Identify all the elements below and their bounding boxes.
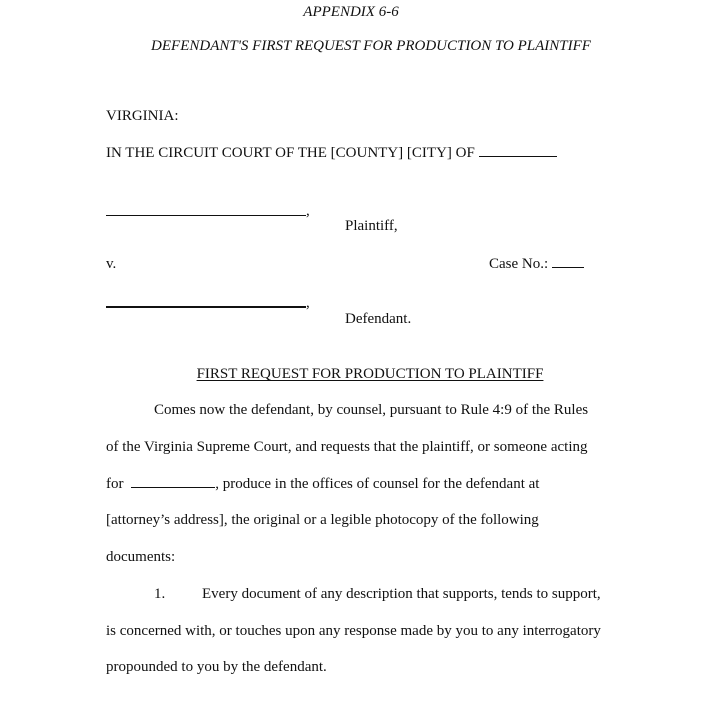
defendant-comma: , — [306, 295, 310, 311]
item-line: propounded to you by the defendant. — [106, 659, 327, 675]
case-no-blank — [552, 267, 584, 268]
item-number: 1. — [154, 586, 166, 602]
state-label: VIRGINIA: — [106, 108, 179, 124]
court-line — [106, 145, 557, 162]
plaintiff-label: Plaintiff, — [345, 218, 398, 234]
paragraph-line: [attorney’s address], the original or a legible photocopy of the following — [106, 512, 539, 528]
document-title: DEFENDANT'S FIRST REQUEST FOR PRODUCTION TO PLAINTIFF — [151, 38, 591, 54]
section-heading: FIRST REQUEST FOR PRODUCTION TO PLAINTIFF — [196, 366, 544, 382]
case-number-line — [489, 256, 584, 273]
plaintiff-name-line — [106, 215, 306, 216]
court-location-blank — [479, 156, 557, 157]
court-prefix: IN THE CIRCUIT COURT OF THE [COUNTY] [CITY] OF — [106, 145, 475, 161]
defendant-name-line — [106, 306, 306, 308]
paragraph-line: Comes now the defendant, by counsel, pursuant to Rule 4:9 of the Rules — [154, 402, 589, 418]
paragraph-line — [106, 476, 539, 493]
producer-blank — [131, 487, 215, 488]
item-line: is concerned with, or touches upon any response made by you to any interrogatory — [106, 623, 601, 639]
item-line: Every document of any description that supports, tends to support, — [202, 586, 601, 602]
defendant-label: Defendant. — [345, 311, 412, 327]
paragraph-text: for — [106, 476, 124, 492]
paragraph-line: of the Virginia Supreme Court, and requests that the plaintiff, or someone acting — [106, 439, 588, 455]
case-no-label: Case No.: — [489, 256, 549, 272]
paragraph-line: documents: — [106, 549, 176, 565]
paragraph-text: , produce in the offices of counsel for the defendant at — [215, 476, 540, 492]
appendix-label: APPENDIX 6-6 — [303, 4, 399, 20]
plaintiff-comma: , — [306, 203, 310, 219]
versus-label: v. — [106, 256, 117, 272]
